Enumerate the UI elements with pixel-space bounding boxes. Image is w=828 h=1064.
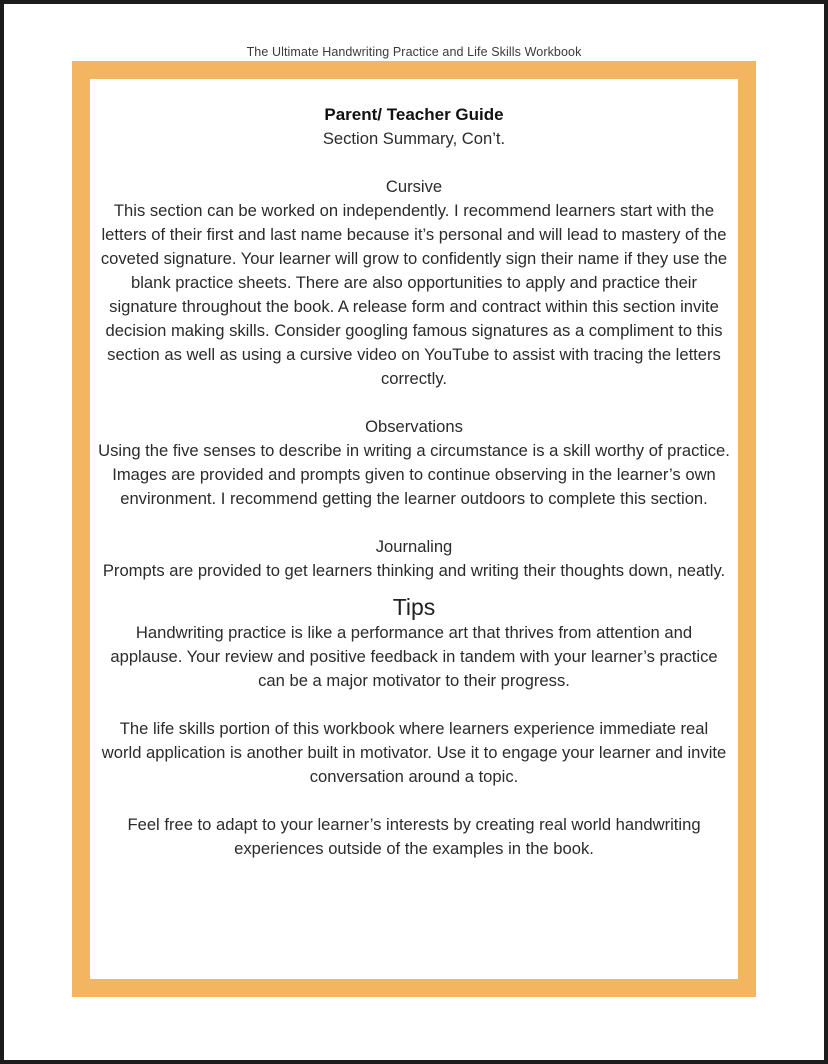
document-page [4, 4, 824, 1060]
spacer [90, 789, 738, 813]
running-header: The Ultimate Handwriting Practice and Life Skills Workbook [246, 45, 582, 59]
observations-heading: Observations [365, 417, 463, 436]
journaling-body: Prompts are provided to get learners thinking and writing their thoughts down, neatly. [102, 561, 726, 580]
observations-body: Using the five senses to describe in writing a circumstance is a skill worthy of practice. Images are provided and prompts given to continue observing in the learner’s own environment. I recommend getting the learner outdoors to complete this section. [98, 441, 730, 508]
spacer [90, 511, 738, 535]
guide-content [90, 103, 738, 861]
journaling-heading: Journaling [375, 537, 453, 556]
spacer [90, 693, 738, 717]
cursive-body: This section can be worked on independently. I recommend learners start with the letters of their first and last name because it’s personal and will lead to mastery of the coveted signature. Your learner will grow to confidently sign their name if they use the blank practice sheets. There are also opportunities to apply and practice their signature throughout the book. A release form and contract within this section invite decision making skills. Consider googling famous signatures as a compliment to this section as well as using a cursive video on YouTube to assist with tracing the letters correctly. [100, 201, 728, 388]
guide-title: Parent/ Teacher Guide [324, 105, 504, 124]
content-panel [90, 79, 738, 979]
tips-heading: Tips [392, 594, 436, 620]
spacer [90, 391, 738, 415]
guide-subtitle: Section Summary, Con’t. [322, 129, 506, 148]
cursive-heading: Cursive [385, 177, 443, 196]
spacer [90, 583, 738, 591]
tips-paragraph-2: The life skills portion of this workbook where learners experience immediate real world application is another built in motivator. Use it to engage your learner and invite conversation around a topic. [101, 719, 727, 786]
tips-paragraph-3: Feel free to adapt to your learner’s interests by creating real world handwriting experiences outside of the examples in the book. [127, 815, 701, 858]
tips-paragraph-1: Handwriting practice is like a performance art that thrives from attention and applause. Your review and positive feedback in tandem with your learner’s practice can be a major motivator to their progress. [110, 623, 718, 690]
spacer [90, 151, 738, 175]
